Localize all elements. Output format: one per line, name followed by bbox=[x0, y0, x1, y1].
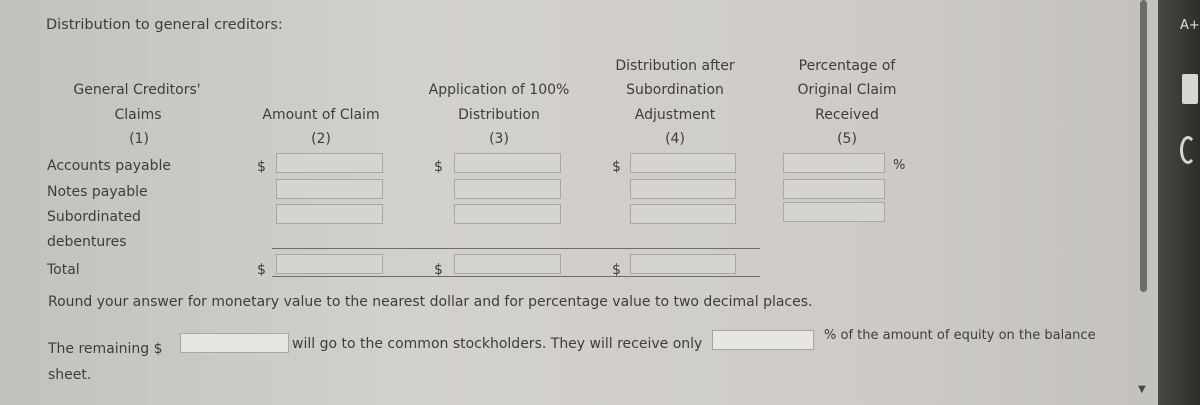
total-application-input[interactable] bbox=[454, 254, 561, 274]
row-label-debentures: debentures bbox=[47, 234, 127, 250]
row-label-subordinated: Subordinated bbox=[47, 209, 141, 225]
col5-header-line4: (5) bbox=[837, 131, 857, 147]
debentures-adjusted-input[interactable] bbox=[630, 204, 736, 224]
debentures-application-input[interactable] bbox=[454, 204, 561, 224]
notes-payable-amount-input[interactable] bbox=[276, 179, 383, 199]
col3-header-line2: Distribution bbox=[458, 107, 540, 123]
row-label-accounts-payable: Accounts payable bbox=[47, 158, 171, 174]
currency-symbol: $ bbox=[434, 159, 443, 175]
notes-payable-adjusted-input[interactable] bbox=[630, 179, 736, 199]
panel-tab-icon[interactable] bbox=[1182, 74, 1198, 104]
percent-symbol: % bbox=[893, 158, 906, 173]
notes-payable-application-input[interactable] bbox=[454, 179, 561, 199]
col4-header-line4: (4) bbox=[665, 131, 685, 147]
currency-symbol: $ bbox=[257, 159, 266, 175]
row-label-total: Total bbox=[47, 262, 80, 278]
refresh-icon[interactable] bbox=[1180, 136, 1196, 164]
remaining-sentence-end: % of the amount of equity on the balance bbox=[824, 328, 1096, 343]
section-heading: Distribution to general creditors: bbox=[46, 17, 283, 33]
col3-header-line1: Application of 100% bbox=[428, 82, 570, 98]
scroll-down-arrow-icon[interactable]: ▼ bbox=[1138, 384, 1146, 395]
col1-header-line3: (1) bbox=[129, 131, 149, 147]
col2-header-line1: Amount of Claim bbox=[262, 107, 380, 123]
col1-header-line2: Claims bbox=[114, 107, 162, 123]
col5-header-line2: Original Claim bbox=[797, 82, 897, 98]
remaining-amount-input[interactable] bbox=[180, 333, 289, 353]
col1-header-line1: General Creditors' bbox=[73, 82, 201, 98]
col4-header-line1: Distribution after bbox=[615, 58, 735, 74]
row-label-notes-payable: Notes payable bbox=[47, 184, 148, 200]
col2-header-line2: (2) bbox=[311, 131, 331, 147]
accounts-payable-application-input[interactable] bbox=[454, 153, 561, 173]
currency-symbol: $ bbox=[257, 262, 266, 278]
rounding-instruction: Round your answer for monetary value to the nearest dollar and for percentage value to two decimal places. bbox=[48, 294, 813, 310]
total-bottom-rule bbox=[272, 276, 760, 277]
debentures-amount-input[interactable] bbox=[276, 204, 383, 224]
stockholder-percentage-input[interactable] bbox=[712, 330, 814, 350]
accounts-payable-amount-input[interactable] bbox=[276, 153, 383, 173]
total-amount-input[interactable] bbox=[276, 254, 383, 274]
currency-symbol: $ bbox=[434, 262, 443, 278]
col5-header-line1: Percentage of bbox=[798, 58, 896, 74]
remaining-sentence-middle: will go to the common stockholders. They will receive only bbox=[292, 336, 703, 352]
debentures-percentage-input[interactable] bbox=[783, 202, 885, 222]
currency-symbol: $ bbox=[612, 262, 621, 278]
col3-header-line3: (3) bbox=[489, 131, 509, 147]
total-adjusted-input[interactable] bbox=[630, 254, 736, 274]
vertical-scrollbar[interactable] bbox=[1140, 0, 1147, 292]
accounts-payable-adjusted-input[interactable] bbox=[630, 153, 736, 173]
currency-symbol: $ bbox=[612, 159, 621, 175]
col4-header-line3: Adjustment bbox=[634, 107, 716, 123]
col5-header-line3: Received bbox=[815, 107, 879, 123]
notes-payable-percentage-input[interactable] bbox=[783, 179, 885, 199]
total-top-rule bbox=[272, 248, 760, 249]
remaining-sentence-sheet: sheet. bbox=[48, 367, 92, 383]
right-side-panel bbox=[1158, 0, 1200, 405]
remaining-label: The remaining $ bbox=[48, 341, 163, 357]
accounts-payable-percentage-input[interactable] bbox=[783, 153, 885, 173]
col4-header-line2: Subordination bbox=[626, 82, 724, 98]
text-size-icon[interactable]: A+ bbox=[1180, 18, 1200, 33]
